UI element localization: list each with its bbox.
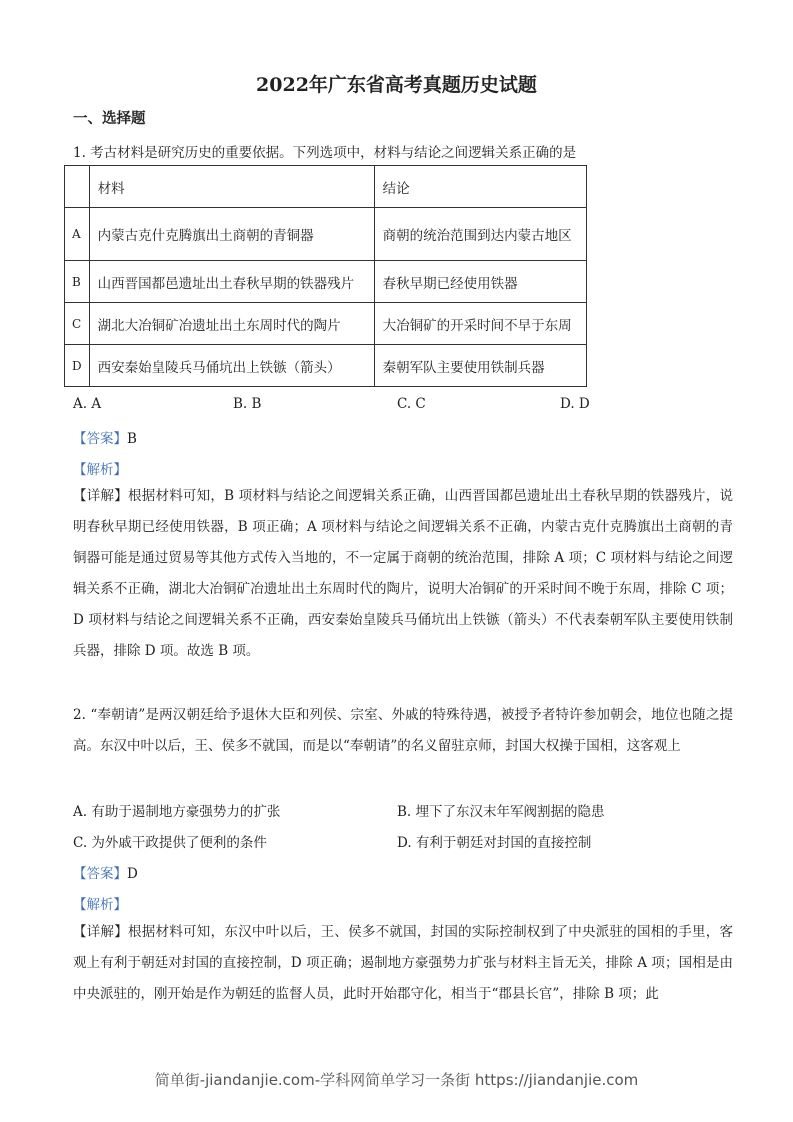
row-key: A [65, 208, 90, 261]
detail-text: 根据材料可知，东汉中叶以后，王、侯多不就国，封国的实际控制权到了中央派驻的国相的手里，客观上有利于朝廷对封国的直接控制，D 项正确；遏制地方豪强势力扩张与材料主旨无关，排除 A 项；国相是由中央派驻的，刚开始是作为朝廷的监督人员，此时开始郡守化，相当于“郡县长官”，排除 B 项；此 [73, 924, 734, 1002]
answer-label: 【答案】 [73, 866, 127, 882]
q1-analysis-label: 【解析】 [73, 462, 127, 478]
table-header-cell: 结论 [374, 166, 586, 208]
q1-table [64, 165, 587, 387]
q2-stem: 2. “奉朝请”是两汉朝廷给予退休大臣和列侯、宗室、外戚的特殊待遇，被授予者特许参加朝会，地位也随之提高。东汉中叶以后，王、侯多不就国，而是以“奉朝请”的名义留驻京师，封国大权操于国相，这客观上 [73, 707, 733, 754]
q2-answer [73, 862, 138, 882]
table-header-cell: 材料 [89, 166, 374, 208]
document-title: 2022年广东省高考真题历史试题 [256, 74, 537, 96]
row-conclusion: 商朝的统治范围到达内蒙古地区 [374, 208, 586, 261]
row-conclusion: 大冶铜矿的开采时间不早于东周 [374, 303, 586, 345]
row-key: D [65, 345, 90, 387]
q1-option-c: C. C [397, 396, 426, 412]
q1-option-d: D. D [560, 396, 590, 412]
q2-detail [73, 917, 733, 1010]
detail-text: 根据材料可知，B 项材料与结论之间逻辑关系正确，山西晋国都邑遗址出土春秋早期的铁器残片，说明春秋早期已经使用铁器，B 项正确；A 项材料与结论之间逻辑关系不正确，内蒙古克什克腾旗出土商朝的青铜器可能是通过贸易等其他方式传入当地的，不一定属于商朝的统治范围，排除 A 项；C 项材料与结论之间逻辑关系不正确，湖北大冶铜矿冶遗址出土东周时代的陶片，说明大冶铜矿的开采时间不晚于东周，排除 C 项；D 项材料与结论之间逻辑关系不正确，西安秦始皇陵兵马俑坑出上铁镞（箭头）不代表秦朝军队主要使用铁制兵器，排除 D 项。故选 B 项。 [73, 488, 734, 659]
answer-value: B [127, 431, 137, 447]
row-conclusion: 秦朝军队主要使用铁制兵器 [374, 345, 586, 387]
table-header-cell [65, 166, 90, 208]
q1-option-a: A. A [73, 396, 102, 412]
q2-option-b: B. 埋下了东汉末年军阀割据的隐患 [397, 804, 605, 820]
table-row [65, 261, 587, 303]
q2-analysis-label: 【解析】 [73, 897, 127, 913]
row-conclusion: 春秋早期已经使用铁器 [374, 261, 586, 303]
row-material: 内蒙古克什克腾旗出土商朝的青铜器 [89, 208, 374, 261]
row-material: 西安秦始皇陵兵马俑坑出上铁镞（箭头） [89, 345, 374, 387]
section-heading: 一、选择题 [73, 110, 146, 127]
page-footer: 简单街-jiandanjie.com-学科网简单学习一条街 https://jiandanjie.com [154, 1071, 639, 1089]
row-material: 湖北大冶铜矿冶遗址出土东周时代的陶片 [89, 303, 374, 345]
q1-detail [73, 481, 733, 667]
row-key: B [65, 261, 90, 303]
row-material: 山西晋国都邑遗址出土春秋早期的铁器残片 [89, 261, 374, 303]
table-row [65, 303, 587, 345]
answer-value: D [127, 866, 138, 882]
table-header-row [65, 166, 587, 208]
q1-option-b: B. B [233, 396, 262, 412]
q1-answer [73, 427, 137, 447]
table-row [65, 208, 587, 261]
table-row [65, 345, 587, 387]
q2-option-d: D. 有利于朝廷对封国的直接控制 [397, 835, 592, 851]
q2-option-a: A. 有助于遏制地方豪强势力的扩张 [73, 804, 281, 820]
detail-label: 【详解】 [73, 924, 129, 940]
q2-option-c: C. 为外戚干政提供了便利的条件 [73, 835, 267, 851]
detail-label: 【详解】 [73, 488, 128, 504]
answer-label: 【答案】 [73, 431, 127, 447]
row-key: C [65, 303, 90, 345]
q1-stem: 1. 考古材料是研究历史的重要依据。下列选项中，材料与结论之间逻辑关系正确的是 [73, 145, 577, 161]
